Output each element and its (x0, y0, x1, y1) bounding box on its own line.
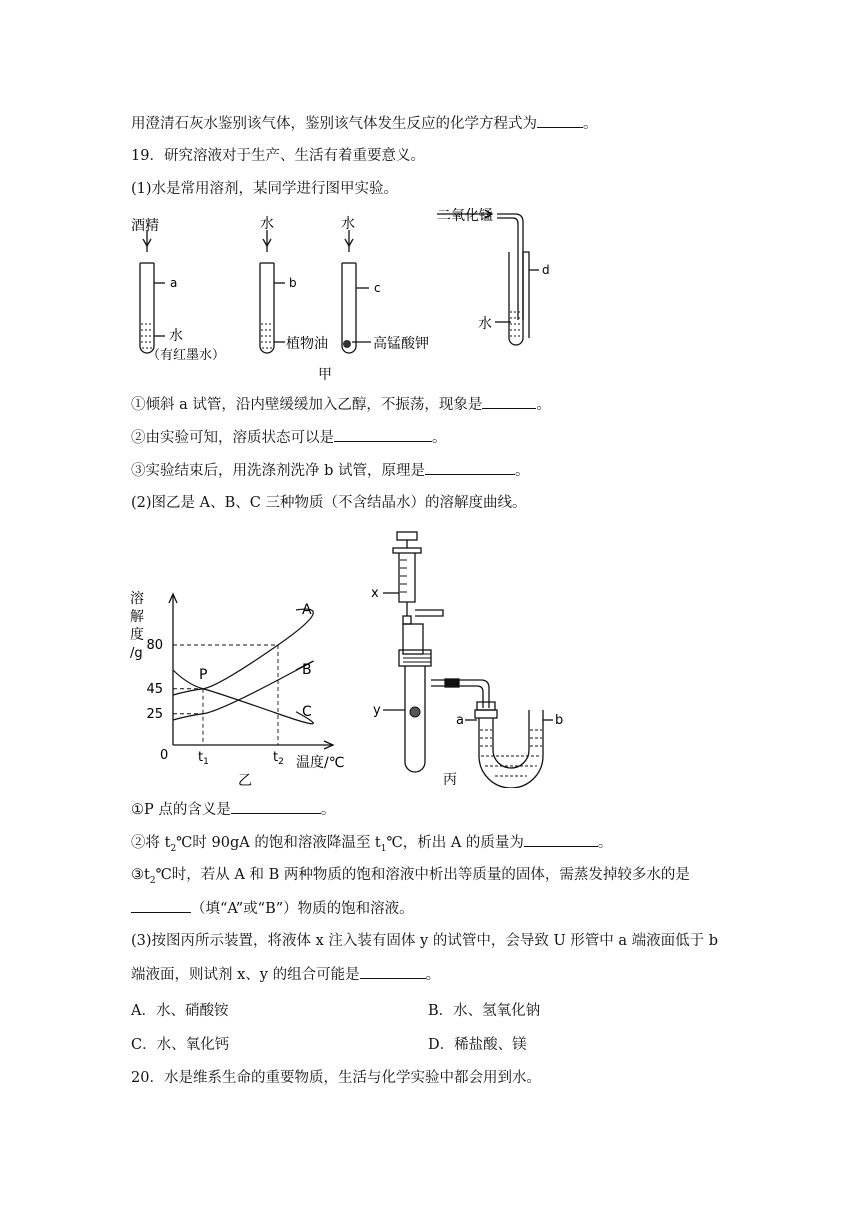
q19-part3: (3)按图丙所示装置，将液体 x 注入装有固体 y 的试管中，会导致 U 形管中 a 端液面低于 b (131, 933, 719, 949)
label-veg-oil: 植物油 (286, 336, 328, 352)
q19-part2: (2)图乙是 A、B、C 三种物质（不含结晶水）的溶解度曲线。 (131, 495, 527, 511)
curve-A (173, 609, 313, 695)
q20-title: 20．水是维系生命的重要物质，生活与化学实验中都会用到水。 (131, 1070, 541, 1086)
label-water-b: 水 (260, 216, 274, 232)
label-c: c (374, 281, 381, 295)
q19-part1: (1)水是常用溶剂，某同学进行图甲实验。 (131, 181, 399, 197)
q19-sub3: ③实验结束后，用洗涤剂洗净 b 试管，原理是 。 (131, 460, 530, 481)
origin-label: 0 (160, 748, 169, 763)
x-tick-t2: $t_2$ (273, 750, 284, 767)
ylabel-4: /g (130, 646, 143, 661)
label-b: b (289, 276, 297, 290)
point-p-label: P (199, 666, 208, 683)
figure-caption-yi: 乙 (238, 773, 252, 789)
q19-part3-cont: 端液面，则试剂 x、y 的组合可能是 。 (131, 964, 440, 985)
answer-blank[interactable] (231, 799, 321, 814)
label-water-a: 水 (169, 328, 183, 344)
label-mno2: 二氧化锰 (437, 208, 493, 224)
option-c[interactable]: C．水、氧化钙 (131, 1037, 230, 1053)
y-tick-25: 25 (146, 706, 163, 722)
q19-title: 19．研究溶液对于生产、生活有着重要意义。 (131, 148, 425, 164)
answer-blank[interactable] (360, 964, 426, 979)
label-x: x (371, 586, 379, 601)
answer-blank[interactable] (131, 898, 191, 913)
label-y: y (373, 703, 381, 718)
figure-bing (365, 530, 565, 788)
ylabel-3: 度 (130, 627, 144, 643)
xlabel: 温度/℃ (296, 755, 345, 771)
q19-sub4: ①P 点的含义是 。 (131, 799, 335, 820)
label-a: a (170, 276, 178, 290)
label-alcohol: 酒精 (131, 218, 159, 234)
series-label-A: A (302, 602, 312, 618)
option-a[interactable]: A．水、硝酸铵 (131, 1003, 229, 1019)
answer-blank[interactable] (524, 832, 598, 847)
ylabel-2: 解 (130, 609, 144, 625)
series-label-B: B (302, 662, 312, 678)
figure-jia (131, 208, 571, 384)
label-b-bing: b (555, 713, 564, 728)
ylabel-1: 溶 (130, 591, 144, 607)
series-label-C: C (302, 703, 312, 720)
q18-tail-line: 用澄清石灰水鉴别该气体，鉴别该气体发生反应的化学方程式为 。 (131, 113, 598, 134)
q19-sub1: ①倾斜 a 试管，沿内壁缓缓加入乙醇，不振荡，现象是 。 (131, 394, 551, 415)
q19-sub2: ②由实验可知，溶质状态可以是 。 (131, 427, 447, 448)
y-tick-80: 80 (146, 638, 163, 653)
label-d: d (542, 263, 550, 277)
x-tick-t1: $t_1$ (198, 750, 209, 767)
label-water-d: 水 (478, 316, 492, 332)
q19-sub6-cont: （填“A”或“B”）物质的饱和溶液。 (131, 898, 414, 919)
solubility-chart (128, 585, 358, 790)
answer-blank[interactable] (334, 427, 432, 442)
option-b[interactable]: B．水、氢氧化钠 (428, 1003, 541, 1019)
y-tick-45: 45 (146, 681, 163, 697)
option-d[interactable]: D．稀盐酸、镁 (428, 1037, 527, 1053)
label-kmno4: 高锰酸钾 (373, 336, 429, 352)
label-water-c: 水 (341, 216, 355, 232)
label-red-ink: （有红墨水） (147, 348, 226, 363)
label-a-bing: a (456, 713, 464, 728)
figure-caption-jia: 甲 (318, 367, 332, 383)
answer-blank[interactable] (482, 394, 536, 409)
q19-sub5: ②将 $t_2℃$时 90gA 的饱和溶液降温至 $t_1℃$，析出 A 的质量为 。 (131, 832, 612, 859)
answer-blank[interactable] (537, 113, 583, 128)
figure-caption-bing: 丙 (443, 772, 457, 788)
answer-blank[interactable] (425, 460, 515, 475)
q19-sub6: $③t_2℃$时，若从 A 和 B 两种物质的饱和溶液中析出等质量的固体，需蒸发掉较多水的是 (131, 867, 690, 886)
